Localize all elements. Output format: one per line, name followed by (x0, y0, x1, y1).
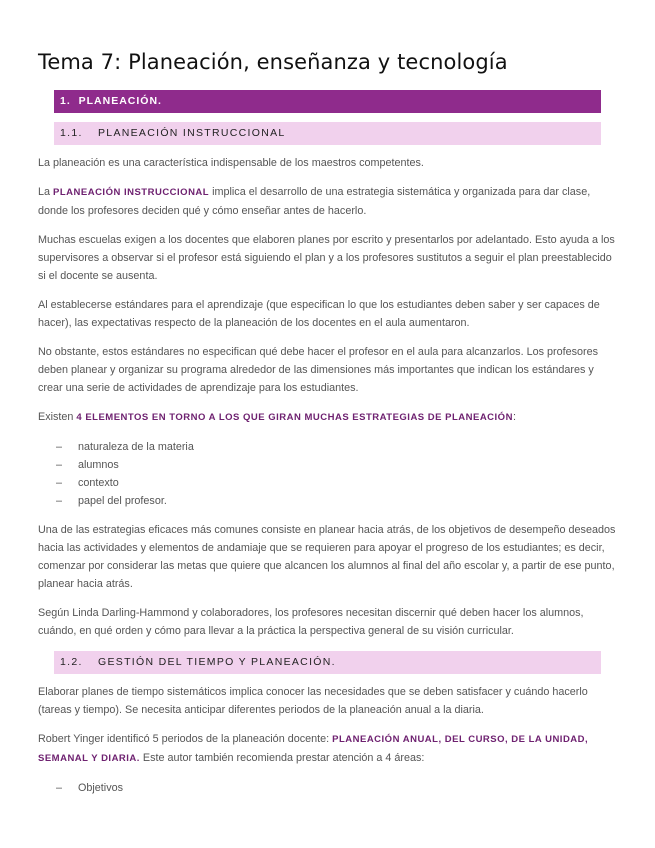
list-item: – alumnos (56, 456, 617, 474)
list-item: – naturaleza de la materia (56, 438, 617, 456)
paragraph: Según Linda Darling-Hammond y colaboradores, los profesores necesitan discernir qué deben hacer los alumnos, cuándo, en qué orden y cómo para llevar a la práctica la perspectiva general de su visión curricular. (38, 607, 584, 637)
paragraph: Existen 4 ELEMENTOS EN TORNO A LOS QUE GIRAN MUCHAS ESTRATEGIAS DE PLANEACIÓN: (38, 411, 516, 423)
subsection-heading-planeacion-instruccional (54, 122, 601, 145)
section-number: 1. (60, 95, 71, 107)
paragraph: No obstante, estos estándares no especifican qué debe hacer el profesor en el aula para alcanzarlos. Los profesores deben planear y organizar su programa alrededor de las dimensiones más importantes que indican los estándares y crear una serie de actividades de aprendizaje para los estudiantes. (38, 346, 598, 394)
paragraph: La PLANEACIÓN INSTRUCCIONAL implica el desarrollo de una estrategia sistemática y organizada para dar clase, donde los profesores deciden qué y cómo enseñar antes de hacerlo. (38, 186, 591, 217)
dash-bullet: – (56, 441, 63, 453)
dash-bullet: – (56, 477, 63, 489)
paragraph: La planeación es una característica indispensable de los maestros competentes. (38, 157, 424, 169)
paragraph: Una de las estrategias eficaces más comunes consiste en planear hacia atrás, de los objetivos de desempeño deseados hacia las actividades y elementos de andamiaje que se requieren para apoyar el progreso de los estudiantes; es decir, comenzar por considerar las metas que quiere que alcancen los alumnos al final del año escolar y, a partir de ese punto, planear hacia atrás. (38, 524, 616, 590)
list-item: – papel del profesor. (56, 492, 617, 510)
dash-bullet: – (56, 495, 63, 507)
section-label: PLANEACIÓN. (78, 95, 162, 107)
bullet-list-elementos (56, 438, 617, 510)
subsection-label: GESTIÓN DEL TIEMPO Y PLANEACIÓN. (98, 656, 336, 668)
dash-bullet: – (56, 782, 63, 794)
subsection-heading-gestion-tiempo (54, 651, 601, 674)
highlight-term: 4 ELEMENTOS EN TORNO A LOS QUE GIRAN MUCHAS ESTRATEGIAS DE PLANEACIÓN (76, 412, 513, 423)
list-item: – Objetivos (56, 779, 617, 797)
page-title: Tema 7: Planeación, enseñanza y tecnología (38, 50, 508, 74)
bullet-list-areas (56, 779, 617, 797)
subsection-number: 1.2. (60, 656, 83, 668)
section-heading-planeacion (54, 90, 601, 113)
paragraph: Elaborar planes de tiempo sistemáticos implica conocer las necesidades que se deben satisfacer y cuándo hacerlo (tareas y tiempo). Se necesita anticipar diferentes periodos de la planeación anual a la diaria. (38, 686, 588, 716)
highlight-term: PLANEACIÓN ANUAL, DEL CURSO, DE LA UNIDAD, SEMANAL Y DIARIA. (38, 734, 589, 764)
list-item: – contexto (56, 474, 617, 492)
paragraph: Muchas escuelas exigen a los docentes que elaboren planes por escrito y presentarlos por adelantado. Esto ayuda a los supervisores a observar si el profesor está siguiendo el plan y a los profesores sustitutos a seguir el plan preestablecido si el docente se ausenta. (38, 234, 615, 282)
dash-bullet: – (56, 459, 63, 471)
paragraph: Al establecerse estándares para el aprendizaje (que especifican lo que los estudiantes deben saber y ser capaces de hacer), las expectativas respecto de la planeación de los docentes en el aula aumentaron. (38, 299, 600, 329)
subsection-number: 1.1. (60, 127, 83, 139)
paragraph: Robert Yinger identificó 5 periodos de la planeación docente: PLANEACIÓN ANUAL, DEL CURSO, DE LA UNIDAD, SEMANAL Y DIARIA. Este autor también recomienda prestar atención a 4 áreas: (38, 733, 589, 764)
subsection-label: PLANEACIÓN INSTRUCCIONAL (98, 127, 286, 139)
highlight-term: PLANEACIÓN INSTRUCCIONAL (53, 187, 210, 198)
